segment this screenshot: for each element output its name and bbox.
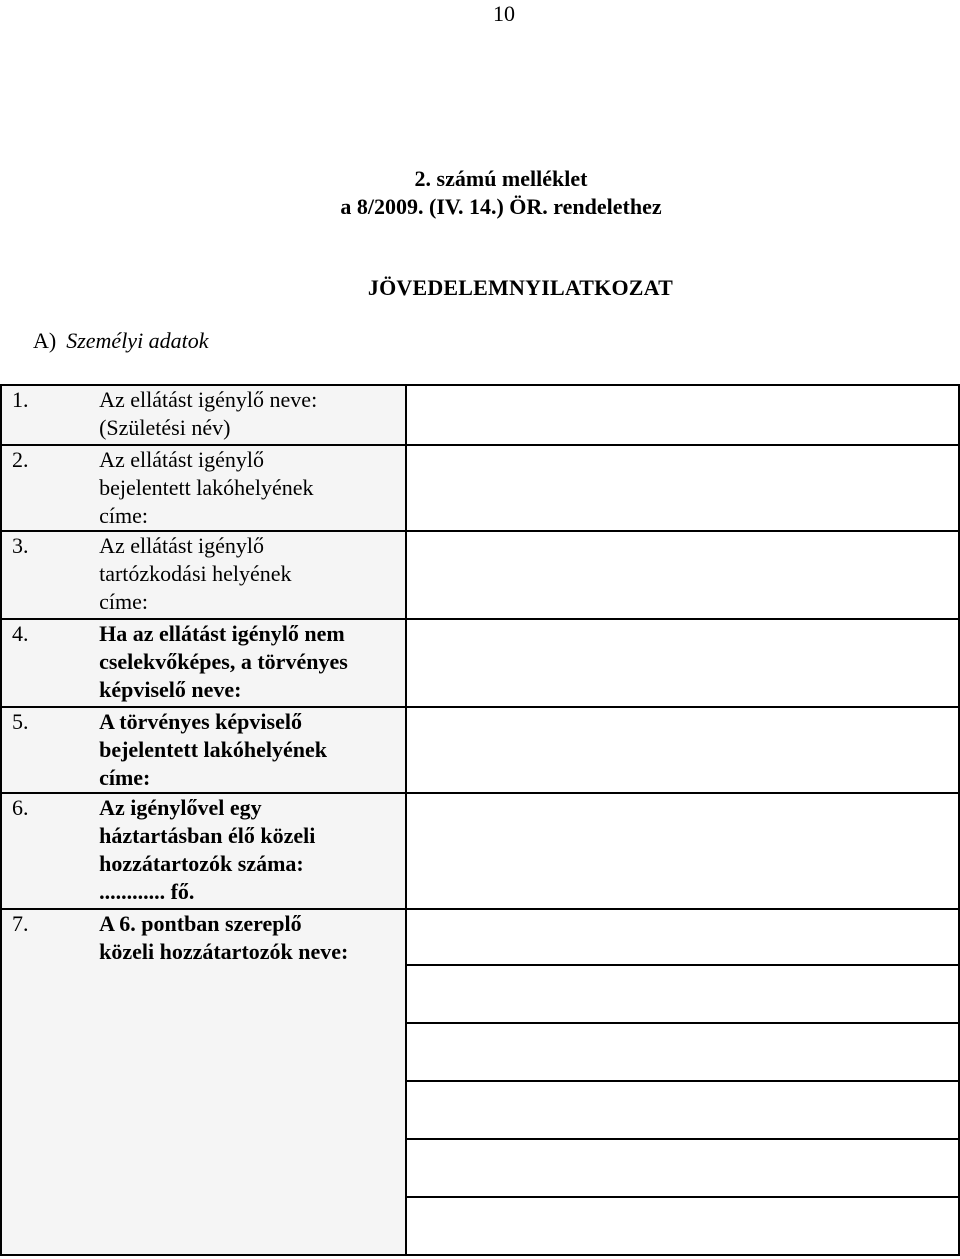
relative-name-field[interactable] (406, 909, 959, 965)
label-line: Ha az ellátást igénylő nem (99, 621, 345, 646)
row-number: 3. (1, 531, 99, 619)
relative-name-field[interactable] (406, 1139, 959, 1197)
label-line: ............ fő. (99, 879, 195, 904)
name-field[interactable] (406, 385, 959, 445)
personal-data-table (0, 384, 960, 1256)
row-label (99, 445, 406, 531)
annex-header (0, 165, 960, 221)
table-row (1, 793, 959, 909)
row-number: 5. (1, 707, 99, 793)
table-row (1, 707, 959, 793)
label-line: bejelentett lakóhelyének (99, 737, 327, 762)
row-label (99, 909, 406, 1255)
row-number: 7. (1, 909, 99, 1255)
row-number: 4. (1, 619, 99, 707)
relative-name-field[interactable] (406, 965, 959, 1023)
section-heading (33, 327, 209, 355)
label-line: képviselő neve: (99, 677, 242, 702)
label-line: Az ellátást igénylő (99, 447, 265, 472)
annex-line-1: 2. számú melléklet (414, 166, 588, 191)
section-label: Személyi adatok (66, 328, 209, 353)
table-row (1, 909, 959, 965)
label-line: Az ellátást igénylő (99, 533, 265, 558)
relative-name-field[interactable] (406, 1081, 959, 1139)
household-count-field[interactable] (406, 793, 959, 909)
annex-line-2: a 8/2009. (IV. 14.) ÖR. rendelethez (340, 194, 662, 219)
label-line: A törvényes képviselő (99, 709, 302, 734)
row-label (99, 793, 406, 909)
row-label (99, 385, 406, 445)
row-label (99, 531, 406, 619)
row-label (99, 619, 406, 707)
representative-name-field[interactable] (406, 619, 959, 707)
relative-name-field[interactable] (406, 1023, 959, 1081)
relative-name-field[interactable] (406, 1197, 959, 1255)
label-line: háztartásban élő közeli (99, 823, 316, 848)
row-number: 6. (1, 793, 99, 909)
label-line: hozzátartozók száma: (99, 851, 304, 876)
document-title: JÖVEDELEMNYILATKOZAT (367, 275, 673, 300)
table-row (1, 445, 959, 531)
label-line: bejelentett lakóhelyének (99, 475, 314, 500)
label-line: címe: (99, 765, 151, 790)
label-line: tartózkodási helyének (99, 561, 292, 586)
stay-address-field[interactable] (406, 531, 959, 619)
label-line: címe: (99, 503, 148, 528)
label-line: (Születési név) (99, 415, 231, 440)
residence-address-field[interactable] (406, 445, 959, 531)
label-line: Az ellátást igénylő neve: (99, 387, 318, 412)
label-line: A 6. pontban szereplő (99, 911, 302, 936)
label-line: Az igénylővel egy (99, 795, 262, 820)
representative-address-field[interactable] (406, 707, 959, 793)
page-number: 10 (493, 1, 515, 26)
label-line: közeli hozzátartozók neve: (99, 939, 349, 964)
table-row (1, 385, 959, 445)
table-row (1, 531, 959, 619)
table-row (1, 619, 959, 707)
label-line: cselekvőképes, a törvényes (99, 649, 348, 674)
section-letter: A) (33, 328, 57, 353)
row-label (99, 707, 406, 793)
row-number: 2. (1, 445, 99, 531)
row-number: 1. (1, 385, 99, 445)
label-line: címe: (99, 589, 148, 614)
